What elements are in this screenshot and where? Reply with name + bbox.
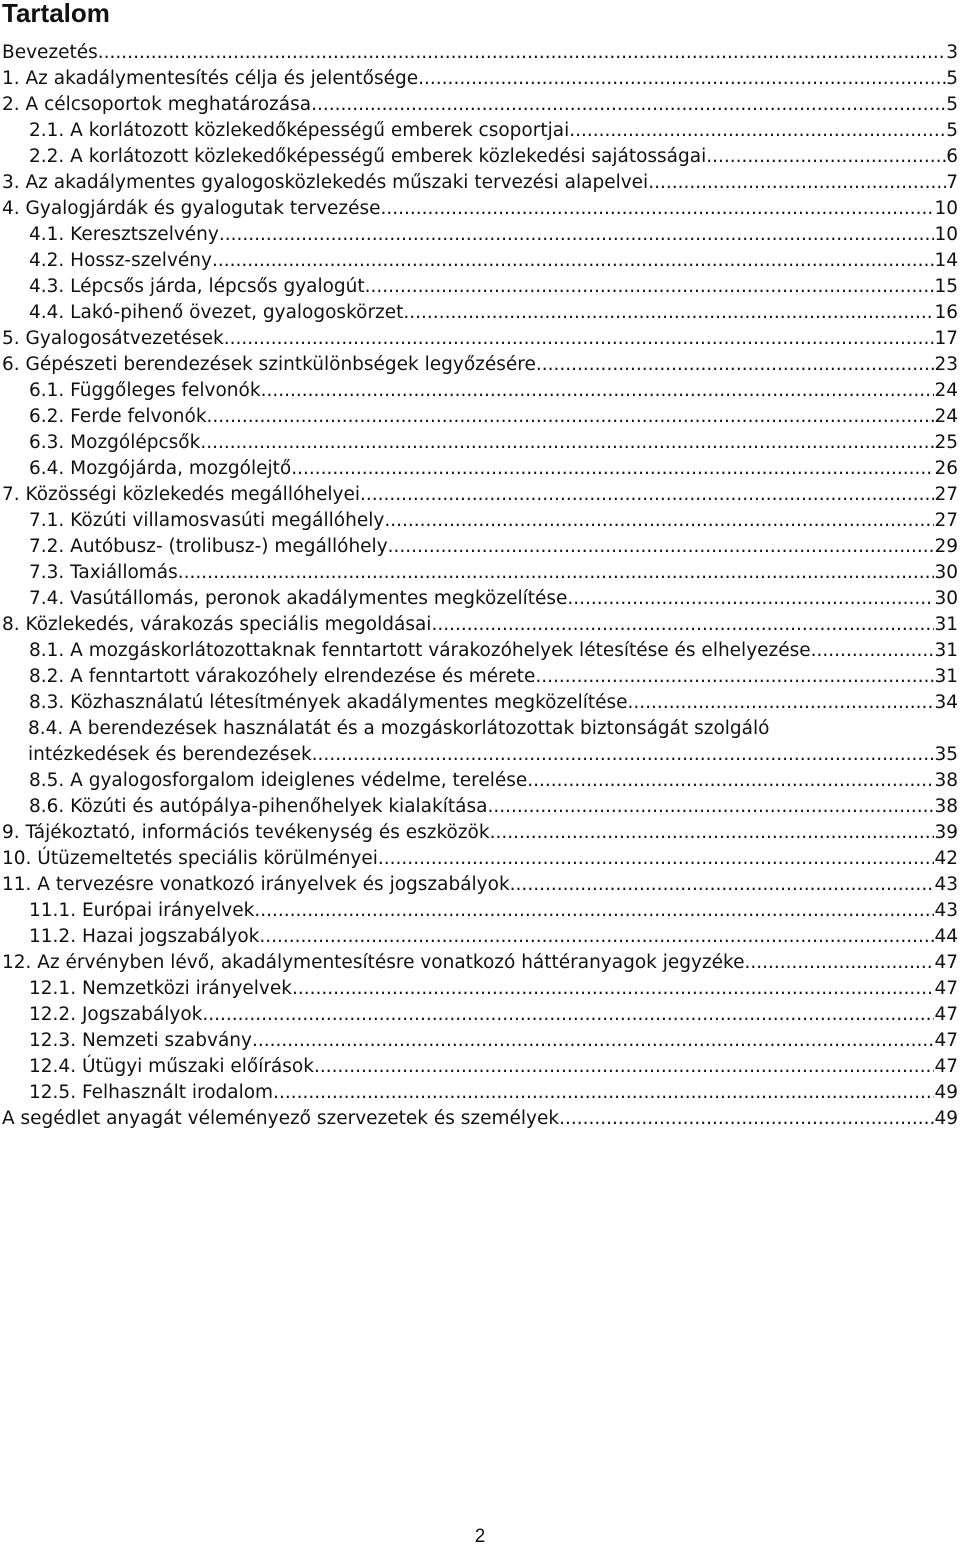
toc-page-number: 5	[946, 68, 958, 89]
toc-entry-title: 11. A tervezésre vonatkozó irányelvek és jogszabályok	[2, 874, 510, 895]
toc-leader-dots	[312, 742, 935, 768]
toc-leader-dots	[628, 690, 935, 716]
toc-entry[interactable]	[0, 300, 960, 326]
toc-leader-dots	[261, 378, 935, 404]
toc-entry-title: 2.1. A korlátozott közlekedőképességű emberek csoportjai	[29, 120, 570, 141]
toc-page-number: 31	[934, 614, 958, 635]
toc-page-number: 39	[934, 822, 958, 843]
toc-page-number: 43	[934, 900, 958, 921]
toc-entry[interactable]	[0, 66, 960, 92]
toc-entry-title: 8.5. A gyalogosforgalom ideiglenes védelme, terelése	[29, 770, 528, 791]
toc-leader-dots	[487, 794, 934, 820]
toc-entry-title: 8.6. Közúti és autópálya-pihenőhelyek kialakítása	[29, 796, 488, 817]
toc-leader-dots	[527, 768, 934, 794]
toc-page-number: 38	[934, 770, 958, 791]
toc-entry-title: 4.3. Lépcsős járda, lépcsős gyalogút	[29, 276, 365, 297]
toc-entry[interactable]	[0, 170, 960, 196]
toc-leader-dots	[490, 820, 935, 846]
toc-page-number: 15	[934, 276, 958, 297]
toc-entry[interactable]	[0, 430, 960, 456]
toc-entry-title: 9. Tájékoztató, információs tevékenység és eszközök	[2, 822, 490, 843]
toc-entry-title: 8.3. Közhasználatú létesítmények akadálymentes megközelítése	[29, 692, 628, 713]
toc-entry[interactable]	[0, 872, 960, 898]
toc-page-number: 35	[934, 744, 958, 765]
toc-entry-title: 12.4. Útügyi műszaki előírások	[29, 1056, 314, 1077]
toc-entry-title: 6.4. Mozgójárda, mozgólejtő	[29, 458, 292, 479]
toc-entry-title: 8.2. A fenntartott várakozóhely elrendezése és mérete	[29, 666, 536, 687]
toc-entry-title: 8. Közlekedés, várakozás speciális megoldásai	[2, 614, 432, 635]
toc-entry-title: 1. Az akadálymentesítés célja és jelentősége	[2, 68, 419, 89]
toc-page-number: 17	[934, 328, 958, 349]
toc-page-number: 31	[934, 640, 958, 661]
toc-page-number: 27	[934, 484, 958, 505]
toc-entry[interactable]	[0, 326, 960, 352]
toc-entry[interactable]	[0, 820, 960, 846]
toc-page-number: 5	[946, 94, 958, 115]
toc-entry[interactable]	[0, 586, 960, 612]
toc-page-number: 30	[934, 588, 958, 609]
toc-page-number: 16	[934, 302, 958, 323]
toc-entry-title: 2.2. A korlátozott közlekedőképességű emberek közlekedési sajátosságai	[29, 146, 707, 167]
toc-page-number: 34	[934, 692, 958, 713]
toc-page-number: 3	[946, 42, 958, 63]
toc-leader-dots	[510, 872, 935, 898]
toc-leader-dots	[212, 248, 935, 274]
toc-entry[interactable]	[0, 768, 960, 794]
toc-entry-title: 6. Gépészeti berendezések szintkülönbségek legyőzésére	[2, 354, 536, 375]
toc-leader-dots	[569, 118, 946, 144]
toc-entry-title: 6.3. Mozgólépcsők	[29, 432, 201, 453]
toc-leader-dots	[207, 404, 935, 430]
toc-entry[interactable]	[0, 404, 960, 430]
toc-leader-dots	[388, 534, 935, 560]
toc-entry-title: 7.4. Vasútállomás, peronok akadálymentes megközelítése	[29, 588, 568, 609]
toc-entry[interactable]	[0, 664, 960, 690]
toc-entry[interactable]	[0, 40, 960, 66]
toc-leader-dots	[418, 66, 946, 92]
toc-leader-dots	[200, 430, 934, 456]
toc-leader-dots	[178, 560, 935, 586]
toc-leader-dots	[202, 1002, 934, 1028]
toc-leader-dots	[648, 170, 946, 196]
toc-entry-title: 4.4. Lakó-pihenő övezet, gyalogoskörzet	[29, 302, 404, 323]
toc-leader-dots	[259, 924, 934, 950]
toc-entry[interactable]	[0, 274, 960, 300]
toc-page-number: 38	[934, 796, 958, 817]
toc-page-number: 49	[934, 1082, 958, 1103]
table-of-contents	[0, 40, 960, 1132]
toc-page-number: 5	[946, 120, 958, 141]
toc-entry[interactable]	[0, 846, 960, 872]
toc-page-number: 43	[934, 874, 958, 895]
toc-entry-title: 11.2. Hazai jogszabályok	[29, 926, 260, 947]
toc-entry-title: 12. Az érvényben lévő, akadálymentesítésre vonatkozó háttéranyagok jegyzéke	[2, 952, 745, 973]
toc-entry-title: 7.1. Közúti villamosvasúti megállóhely	[29, 510, 385, 531]
toc-page-number: 10	[934, 198, 958, 219]
toc-entry-title-line1: 8.4. A berendezések használatát és a mozgáskorlátozottak biztonságát szolgáló	[28, 718, 770, 739]
toc-page-number: 31	[934, 666, 958, 687]
toc-entry[interactable]	[0, 1080, 960, 1106]
toc-leader-dots	[314, 1054, 935, 1080]
toc-entry[interactable]	[0, 690, 960, 716]
toc-entry-title: 11.1. Európai irányelvek	[29, 900, 255, 921]
toc-entry[interactable]	[0, 612, 960, 638]
toc-page-number: 10	[934, 224, 958, 245]
toc-entry[interactable]	[0, 716, 960, 768]
toc-leader-dots	[252, 1028, 935, 1054]
toc-entry[interactable]	[0, 144, 960, 170]
toc-entry[interactable]	[0, 560, 960, 586]
toc-entry[interactable]	[0, 196, 960, 222]
toc-leader-dots	[384, 508, 934, 534]
toc-page-number: 47	[934, 978, 958, 999]
toc-leader-dots	[360, 482, 934, 508]
toc-leader-dots	[536, 352, 935, 378]
toc-leader-dots	[365, 274, 935, 300]
toc-entry[interactable]	[0, 534, 960, 560]
toc-leader-dots	[559, 1106, 934, 1132]
toc-entry-title: 12.2. Jogszabályok	[29, 1004, 203, 1025]
toc-entry-title: 12.5. Felhasznált irodalom	[29, 1082, 274, 1103]
toc-entry-title-line2: intézkedések és berendezések	[28, 744, 312, 765]
toc-entry[interactable]	[0, 118, 960, 144]
toc-leader-dots	[311, 92, 946, 118]
toc-entry[interactable]	[0, 508, 960, 534]
toc-entry[interactable]	[0, 248, 960, 274]
toc-leader-dots	[219, 222, 935, 248]
toc-page-number: 47	[934, 1004, 958, 1025]
toc-page-number: 6	[946, 146, 958, 167]
toc-entry-title: 7.3. Taxiállomás	[29, 562, 178, 583]
toc-entry[interactable]	[0, 92, 960, 118]
toc-entry[interactable]	[0, 1054, 960, 1080]
toc-entry[interactable]	[0, 976, 960, 1002]
toc-entry[interactable]	[0, 924, 960, 950]
toc-entry-title: 10. Útüzemeltetés speciális körülményei	[2, 848, 378, 869]
toc-leader-dots	[811, 638, 935, 664]
toc-entry-title: 7. Közösségi közlekedés megállóhelyei	[2, 484, 360, 505]
toc-entry[interactable]	[0, 898, 960, 924]
toc-leader-dots	[224, 326, 935, 352]
toc-page-number: 30	[934, 562, 958, 583]
toc-leader-dots	[378, 846, 935, 872]
toc-entry[interactable]	[0, 1028, 960, 1054]
toc-entry-title: 4.2. Hossz-szelvény	[29, 250, 212, 271]
page-title: Tartalom	[2, 0, 110, 28]
toc-page-number: 24	[934, 406, 958, 427]
toc-page-number: 44	[934, 926, 958, 947]
toc-page-number: 24	[934, 380, 958, 401]
toc-entry[interactable]	[0, 352, 960, 378]
toc-entry-title: 5. Gyalogosátvezetések	[2, 328, 224, 349]
toc-entry-title: 6.1. Függőleges felvonók	[29, 380, 261, 401]
toc-leader-dots	[292, 976, 934, 1002]
toc-leader-dots	[706, 144, 946, 170]
toc-entry-title: 8.1. A mozgáskorlátozottaknak fenntartott várakozóhelyek létesítése és elhelyezése	[29, 640, 811, 661]
toc-page-number: 26	[934, 458, 958, 479]
toc-entry[interactable]	[0, 482, 960, 508]
toc-entry-title: 3. Az akadálymentes gyalogosközlekedés műszaki tervezési alapelvei	[2, 172, 649, 193]
toc-page-number: 29	[934, 536, 958, 557]
toc-entry[interactable]	[0, 1106, 960, 1132]
toc-leader-dots	[403, 300, 934, 326]
page-number: 2	[474, 1526, 486, 1547]
toc-entry[interactable]	[0, 456, 960, 482]
toc-page-number: 49	[934, 1108, 958, 1129]
toc-entry-title: Bevezetés	[2, 42, 98, 63]
toc-entry[interactable]	[0, 950, 960, 976]
toc-page-number: 47	[934, 1056, 958, 1077]
toc-page-number: 47	[934, 1030, 958, 1051]
toc-leader-dots	[567, 586, 934, 612]
toc-page-number: 14	[934, 250, 958, 271]
toc-page-number: 23	[934, 354, 958, 375]
toc-entry[interactable]	[0, 222, 960, 248]
toc-leader-dots	[535, 664, 934, 690]
toc-page-number: 27	[934, 510, 958, 531]
toc-entry-title: A segédlet anyagát véleményező szervezetek és személyek	[2, 1108, 560, 1129]
toc-entry[interactable]	[0, 1002, 960, 1028]
toc-entry-title: 4.1. Keresztszelvény	[29, 224, 219, 245]
toc-entry-title: 12.1. Nemzetközi irányelvek	[29, 978, 292, 999]
toc-entry[interactable]	[0, 378, 960, 404]
toc-entry-title: 7.2. Autóbusz- (trolibusz-) megállóhely	[29, 536, 388, 557]
toc-page-number: 7	[946, 172, 958, 193]
toc-entry-title: 6.2. Ferde felvonók	[29, 406, 207, 427]
toc-leader-dots	[431, 612, 934, 638]
toc-entry-title: 4. Gyalogjárdák és gyalogutak tervezése	[2, 198, 381, 219]
toc-leader-dots	[273, 1080, 934, 1106]
toc-leader-dots	[381, 196, 935, 222]
toc-leader-dots	[745, 950, 935, 976]
toc-leader-dots	[254, 898, 934, 924]
toc-leader-dots	[98, 40, 946, 66]
toc-entry-title: 12.3. Nemzeti szabvány	[29, 1030, 252, 1051]
toc-page-number: 25	[934, 432, 958, 453]
toc-page-number: 47	[934, 952, 958, 973]
toc-page-number: 42	[934, 848, 958, 869]
toc-entry[interactable]	[0, 638, 960, 664]
toc-leader-dots	[291, 456, 934, 482]
toc-entry-title: 2. A célcsoportok meghatározása	[2, 94, 312, 115]
toc-entry[interactable]	[0, 794, 960, 820]
